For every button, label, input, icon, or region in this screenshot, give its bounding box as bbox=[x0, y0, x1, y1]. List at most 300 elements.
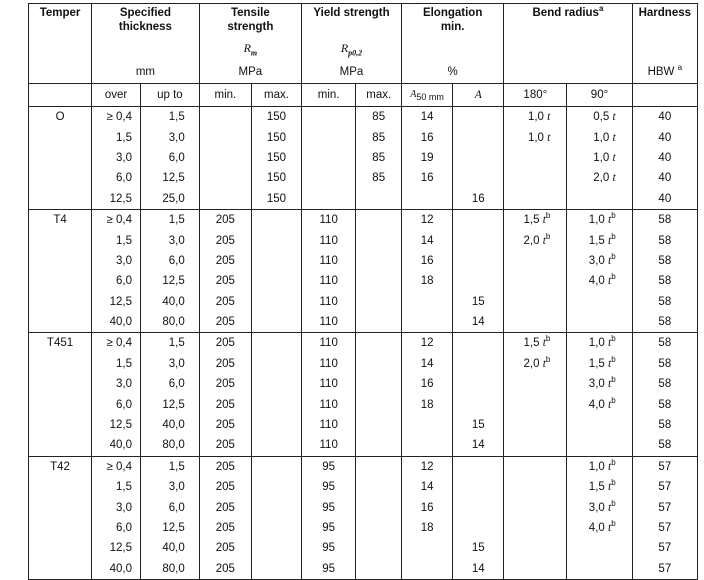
row-yield-max bbox=[356, 538, 402, 558]
row-temper bbox=[29, 271, 92, 291]
row-over: 3,0 bbox=[92, 148, 141, 168]
row-over: 6,0 bbox=[92, 168, 141, 188]
subheader-tensile-min: min. bbox=[199, 84, 251, 107]
row-bend-90 bbox=[567, 292, 632, 312]
row-up-to: 12,5 bbox=[141, 394, 200, 414]
row-bend-90: 1,0 $t^b$ bbox=[567, 333, 632, 354]
row-bend-180 bbox=[504, 538, 567, 558]
row-over: 12,5 bbox=[92, 415, 141, 435]
row-tensile-min bbox=[199, 189, 251, 210]
row-yield-min: 110 bbox=[301, 251, 355, 271]
row-over: 12,5 bbox=[92, 292, 141, 312]
row-tensile-max bbox=[251, 271, 301, 291]
row-bend-180 bbox=[504, 559, 567, 580]
row-elong-a bbox=[453, 394, 504, 414]
row-hardness: 58 bbox=[632, 251, 697, 271]
yield-symbol: $R_{p0,2}$ bbox=[301, 41, 401, 61]
table-row bbox=[29, 538, 698, 558]
row-bend-180 bbox=[504, 251, 567, 271]
row-up-to: 80,0 bbox=[141, 559, 200, 580]
row-tensile-min: 205 bbox=[199, 209, 251, 230]
row-over: 40,0 bbox=[92, 435, 141, 456]
tensile-symbol: $R_m$ bbox=[199, 41, 301, 61]
header-bend-radius bbox=[504, 4, 632, 42]
row-up-to: 6,0 bbox=[141, 497, 200, 517]
row-tensile-max bbox=[251, 497, 301, 517]
row-elong-a50 bbox=[402, 189, 453, 210]
row-up-to: 80,0 bbox=[141, 435, 200, 456]
row-yield-max: 85 bbox=[356, 168, 402, 188]
bend-radius-label: Bend radius bbox=[532, 7, 599, 19]
header-tensile: Tensile strength bbox=[199, 4, 301, 42]
row-bend-180: 1,5 $t^b$ bbox=[504, 333, 567, 354]
row-elong-a: 15 bbox=[453, 415, 504, 435]
unit-bend bbox=[504, 61, 632, 84]
row-elong-a50: 14 bbox=[402, 230, 453, 250]
row-up-to: 40,0 bbox=[141, 415, 200, 435]
row-tensile-max: 150 bbox=[251, 168, 301, 188]
row-yield-max bbox=[356, 497, 402, 517]
row-elong-a bbox=[453, 168, 504, 188]
row-tensile-min: 205 bbox=[199, 477, 251, 497]
row-yield-max bbox=[356, 559, 402, 580]
row-elong-a bbox=[453, 374, 504, 394]
row-tensile-min: 205 bbox=[199, 559, 251, 580]
header-hardness: Hardness bbox=[632, 4, 697, 42]
row-tensile-min: 205 bbox=[199, 333, 251, 354]
row-elong-a bbox=[453, 477, 504, 497]
row-yield-min: 95 bbox=[301, 477, 355, 497]
row-bend-90: 3,0 $t^b$ bbox=[567, 497, 632, 517]
row-elong-a: 14 bbox=[453, 559, 504, 580]
row-up-to: 1,5 bbox=[141, 333, 200, 354]
row-tensile-min: 205 bbox=[199, 518, 251, 538]
row-yield-min: 110 bbox=[301, 374, 355, 394]
row-tensile-min: 205 bbox=[199, 435, 251, 456]
row-elong-a bbox=[453, 107, 504, 128]
row-tensile-max bbox=[251, 333, 301, 354]
table-row bbox=[29, 559, 698, 580]
row-bend-90 bbox=[567, 415, 632, 435]
table-row bbox=[29, 456, 698, 477]
row-elong-a bbox=[453, 518, 504, 538]
row-over: 40,0 bbox=[92, 312, 141, 333]
row-elong-a bbox=[453, 456, 504, 477]
row-yield-max bbox=[356, 292, 402, 312]
row-tensile-max bbox=[251, 354, 301, 374]
row-elong-a50: 18 bbox=[402, 394, 453, 414]
row-tensile-max bbox=[251, 251, 301, 271]
row-temper bbox=[29, 415, 92, 435]
row-yield-max bbox=[356, 251, 402, 271]
row-bend-90 bbox=[567, 312, 632, 333]
row-bend-180 bbox=[504, 435, 567, 456]
row-temper bbox=[29, 354, 92, 374]
row-yield-max: 85 bbox=[356, 107, 402, 128]
row-temper bbox=[29, 189, 92, 210]
row-hardness: 58 bbox=[632, 292, 697, 312]
row-yield-min: 110 bbox=[301, 230, 355, 250]
row-over: 6,0 bbox=[92, 518, 141, 538]
row-elong-a bbox=[453, 127, 504, 147]
row-tensile-min: 205 bbox=[199, 271, 251, 291]
row-yield-min: 95 bbox=[301, 538, 355, 558]
row-tensile-min bbox=[199, 127, 251, 147]
row-yield-min: 95 bbox=[301, 518, 355, 538]
row-yield-max bbox=[356, 230, 402, 250]
row-elong-a50: 16 bbox=[402, 168, 453, 188]
row-up-to: 3,0 bbox=[141, 477, 200, 497]
unit-hardness: HBW $^a$ bbox=[632, 61, 697, 84]
row-up-to: 1,5 bbox=[141, 456, 200, 477]
row-elong-a50: 14 bbox=[402, 354, 453, 374]
row-hardness: 58 bbox=[632, 271, 697, 291]
row-elong-a bbox=[453, 251, 504, 271]
row-elong-a50: 12 bbox=[402, 456, 453, 477]
row-yield-min: 110 bbox=[301, 271, 355, 291]
row-tensile-max: 150 bbox=[251, 148, 301, 168]
table-row bbox=[29, 518, 698, 538]
row-over: 3,0 bbox=[92, 497, 141, 517]
row-tensile-max: 150 bbox=[251, 189, 301, 210]
row-temper bbox=[29, 230, 92, 250]
row-bend-90: 4,0 $t^b$ bbox=[567, 518, 632, 538]
row-elong-a50: 16 bbox=[402, 497, 453, 517]
subheader-up-to: up to bbox=[141, 84, 200, 107]
row-tensile-max bbox=[251, 209, 301, 230]
row-temper bbox=[29, 518, 92, 538]
row-bend-180: 1,5 $t^b$ bbox=[504, 209, 567, 230]
row-yield-min: 110 bbox=[301, 415, 355, 435]
table-row bbox=[29, 168, 698, 188]
row-bend-180 bbox=[504, 148, 567, 168]
row-over: 1,5 bbox=[92, 127, 141, 147]
row-elong-a50: 18 bbox=[402, 518, 453, 538]
row-yield-max bbox=[356, 333, 402, 354]
row-bend-180 bbox=[504, 374, 567, 394]
row-up-to: 40,0 bbox=[141, 538, 200, 558]
row-elong-a50: 18 bbox=[402, 271, 453, 291]
row-tensile-max bbox=[251, 292, 301, 312]
row-hardness: 58 bbox=[632, 333, 697, 354]
row-yield-max bbox=[356, 477, 402, 497]
row-up-to: 12,5 bbox=[141, 518, 200, 538]
row-yield-max: 85 bbox=[356, 148, 402, 168]
row-bend-180 bbox=[504, 271, 567, 291]
row-up-to: 1,5 bbox=[141, 209, 200, 230]
row-temper: T4 bbox=[29, 209, 92, 230]
row-tensile-max: 150 bbox=[251, 107, 301, 128]
row-hardness: 57 bbox=[632, 497, 697, 517]
row-tensile-min bbox=[199, 107, 251, 128]
row-bend-180 bbox=[504, 456, 567, 477]
row-elong-a: 15 bbox=[453, 538, 504, 558]
row-hardness: 40 bbox=[632, 107, 697, 128]
row-hardness: 58 bbox=[632, 230, 697, 250]
row-bend-180 bbox=[504, 292, 567, 312]
thickness-symbol-cell bbox=[92, 41, 200, 61]
row-over: 1,5 bbox=[92, 477, 141, 497]
row-bend-90: 3,0 $t^b$ bbox=[567, 251, 632, 271]
subheader-hardness-blank bbox=[632, 84, 697, 107]
row-temper bbox=[29, 538, 92, 558]
row-yield-max: 85 bbox=[356, 127, 402, 147]
row-bend-180: 2,0 $t^b$ bbox=[504, 354, 567, 374]
row-up-to: 25,0 bbox=[141, 189, 200, 210]
subheader-tensile-max: max. bbox=[251, 84, 301, 107]
row-over: 40,0 bbox=[92, 559, 141, 580]
row-tensile-min: 205 bbox=[199, 354, 251, 374]
row-temper bbox=[29, 251, 92, 271]
table-row bbox=[29, 374, 698, 394]
row-hardness: 57 bbox=[632, 538, 697, 558]
row-bend-90: 0,5 t bbox=[567, 107, 632, 128]
table-row bbox=[29, 127, 698, 147]
row-tensile-max bbox=[251, 518, 301, 538]
row-bend-180: 2,0 $t^b$ bbox=[504, 230, 567, 250]
subheader-a50: A50 mm bbox=[402, 84, 453, 107]
row-elong-a50 bbox=[402, 435, 453, 456]
table-row bbox=[29, 148, 698, 168]
table-body bbox=[29, 107, 698, 580]
row-up-to: 1,5 bbox=[141, 107, 200, 128]
row-over: ≥ 0,4 bbox=[92, 333, 141, 354]
row-over: 6,0 bbox=[92, 271, 141, 291]
table-row bbox=[29, 230, 698, 250]
row-elong-a bbox=[453, 230, 504, 250]
row-hardness: 57 bbox=[632, 477, 697, 497]
row-elong-a: 16 bbox=[453, 189, 504, 210]
row-bend-180 bbox=[504, 415, 567, 435]
table-row bbox=[29, 189, 698, 210]
subheader-temper-blank bbox=[29, 84, 92, 107]
row-elong-a bbox=[453, 333, 504, 354]
row-yield-max bbox=[356, 374, 402, 394]
row-elong-a50: 14 bbox=[402, 477, 453, 497]
row-bend-90: 3,0 $t^b$ bbox=[567, 374, 632, 394]
row-over: 12,5 bbox=[92, 189, 141, 210]
row-bend-180 bbox=[504, 497, 567, 517]
row-hardness: 58 bbox=[632, 354, 697, 374]
row-yield-min: 110 bbox=[301, 435, 355, 456]
row-bend-90: 1,5 $t^b$ bbox=[567, 354, 632, 374]
row-tensile-max bbox=[251, 559, 301, 580]
row-elong-a50: 14 bbox=[402, 107, 453, 128]
row-yield-min: 110 bbox=[301, 354, 355, 374]
row-yield-max bbox=[356, 271, 402, 291]
row-elong-a50 bbox=[402, 292, 453, 312]
row-yield-min bbox=[301, 148, 355, 168]
properties-table bbox=[28, 3, 698, 580]
row-tensile-min: 205 bbox=[199, 292, 251, 312]
row-elong-a: 14 bbox=[453, 435, 504, 456]
row-bend-90: 1,5 $t^b$ bbox=[567, 230, 632, 250]
row-yield-min: 110 bbox=[301, 292, 355, 312]
row-over: ≥ 0,4 bbox=[92, 209, 141, 230]
table-row bbox=[29, 435, 698, 456]
row-temper bbox=[29, 312, 92, 333]
row-elong-a50 bbox=[402, 415, 453, 435]
subheader-yield-max: max. bbox=[356, 84, 402, 107]
table-row bbox=[29, 292, 698, 312]
row-hardness: 57 bbox=[632, 518, 697, 538]
row-up-to: 40,0 bbox=[141, 292, 200, 312]
row-tensile-max bbox=[251, 538, 301, 558]
row-tensile-max bbox=[251, 415, 301, 435]
row-bend-90: 1,0 $t^b$ bbox=[567, 209, 632, 230]
row-up-to: 6,0 bbox=[141, 148, 200, 168]
table-row bbox=[29, 271, 698, 291]
unit-thickness: mm bbox=[92, 61, 200, 84]
row-hardness: 58 bbox=[632, 312, 697, 333]
row-elong-a bbox=[453, 354, 504, 374]
row-elong-a bbox=[453, 209, 504, 230]
row-yield-min: 95 bbox=[301, 559, 355, 580]
header-yield: Yield strength bbox=[301, 4, 401, 42]
header-elongation: Elongation min. bbox=[402, 4, 504, 42]
row-tensile-min: 205 bbox=[199, 230, 251, 250]
row-tensile-max bbox=[251, 230, 301, 250]
row-temper bbox=[29, 394, 92, 414]
row-yield-min: 95 bbox=[301, 456, 355, 477]
row-elong-a50: 16 bbox=[402, 374, 453, 394]
row-yield-min bbox=[301, 127, 355, 147]
row-tensile-max bbox=[251, 394, 301, 414]
table-row bbox=[29, 354, 698, 374]
row-hardness: 40 bbox=[632, 168, 697, 188]
unit-tensile: MPa bbox=[199, 61, 301, 84]
row-tensile-max bbox=[251, 435, 301, 456]
elongation-symbol-cell bbox=[402, 41, 504, 61]
row-up-to: 12,5 bbox=[141, 168, 200, 188]
bend-radius-footnote: a bbox=[598, 4, 604, 14]
row-yield-max bbox=[356, 189, 402, 210]
row-elong-a: 15 bbox=[453, 292, 504, 312]
row-tensile-min: 205 bbox=[199, 374, 251, 394]
row-tensile-max bbox=[251, 456, 301, 477]
row-temper: O bbox=[29, 107, 92, 128]
header-thickness: Specified thickness bbox=[92, 4, 200, 42]
row-bend-90: 1,5 $t^b$ bbox=[567, 477, 632, 497]
row-elong-a bbox=[453, 497, 504, 517]
row-bend-90 bbox=[567, 435, 632, 456]
row-up-to: 6,0 bbox=[141, 374, 200, 394]
row-over: 12,5 bbox=[92, 538, 141, 558]
row-yield-min: 110 bbox=[301, 333, 355, 354]
row-elong-a50: 12 bbox=[402, 333, 453, 354]
row-over: 1,5 bbox=[92, 230, 141, 250]
row-tensile-min: 205 bbox=[199, 415, 251, 435]
row-tensile-max bbox=[251, 312, 301, 333]
row-up-to: 3,0 bbox=[141, 127, 200, 147]
row-temper bbox=[29, 374, 92, 394]
row-elong-a50 bbox=[402, 559, 453, 580]
row-bend-180: 1,0 t bbox=[504, 107, 567, 128]
row-tensile-min: 205 bbox=[199, 312, 251, 333]
table-row bbox=[29, 497, 698, 517]
row-over: 3,0 bbox=[92, 251, 141, 271]
row-hardness: 57 bbox=[632, 559, 697, 580]
row-hardness: 58 bbox=[632, 435, 697, 456]
row-temper bbox=[29, 435, 92, 456]
row-bend-90: 4,0 $t^b$ bbox=[567, 394, 632, 414]
row-elong-a50 bbox=[402, 538, 453, 558]
row-yield-max bbox=[356, 518, 402, 538]
row-over: 3,0 bbox=[92, 374, 141, 394]
row-bend-90: 1,0 t bbox=[567, 148, 632, 168]
row-yield-max bbox=[356, 456, 402, 477]
row-hardness: 58 bbox=[632, 209, 697, 230]
row-tensile-min: 205 bbox=[199, 456, 251, 477]
table-row bbox=[29, 312, 698, 333]
row-elong-a50: 12 bbox=[402, 209, 453, 230]
row-bend-90: 4,0 $t^b$ bbox=[567, 271, 632, 291]
row-hardness: 58 bbox=[632, 394, 697, 414]
table-row bbox=[29, 251, 698, 271]
row-over: 6,0 bbox=[92, 394, 141, 414]
subheader-over: over bbox=[92, 84, 141, 107]
subheader-90: 90° bbox=[567, 84, 632, 107]
row-bend-180 bbox=[504, 312, 567, 333]
row-tensile-max bbox=[251, 374, 301, 394]
row-tensile-min bbox=[199, 168, 251, 188]
row-up-to: 80,0 bbox=[141, 312, 200, 333]
row-elong-a50: 16 bbox=[402, 251, 453, 271]
row-bend-180 bbox=[504, 477, 567, 497]
row-hardness: 40 bbox=[632, 127, 697, 147]
row-yield-max bbox=[356, 312, 402, 333]
unit-yield: MPa bbox=[301, 61, 401, 84]
row-temper: T451 bbox=[29, 333, 92, 354]
hardness-symbol-cell bbox=[632, 41, 697, 61]
row-up-to: 3,0 bbox=[141, 230, 200, 250]
row-yield-max bbox=[356, 415, 402, 435]
row-over: ≥ 0,4 bbox=[92, 107, 141, 128]
row-yield-min: 110 bbox=[301, 394, 355, 414]
row-temper bbox=[29, 168, 92, 188]
row-bend-90 bbox=[567, 189, 632, 210]
row-elong-a: 14 bbox=[453, 312, 504, 333]
row-yield-min bbox=[301, 107, 355, 128]
row-yield-min: 110 bbox=[301, 312, 355, 333]
row-tensile-min: 205 bbox=[199, 251, 251, 271]
row-tensile-max bbox=[251, 477, 301, 497]
row-bend-180 bbox=[504, 518, 567, 538]
table-row bbox=[29, 477, 698, 497]
table-row bbox=[29, 107, 698, 128]
row-hardness: 40 bbox=[632, 189, 697, 210]
row-yield-max bbox=[356, 354, 402, 374]
row-temper bbox=[29, 127, 92, 147]
row-hardness: 58 bbox=[632, 374, 697, 394]
subheader-a: A bbox=[453, 84, 504, 107]
row-up-to: 6,0 bbox=[141, 251, 200, 271]
row-hardness: 57 bbox=[632, 456, 697, 477]
row-bend-90: 1,0 t bbox=[567, 127, 632, 147]
row-elong-a50: 16 bbox=[402, 127, 453, 147]
table-row bbox=[29, 209, 698, 230]
row-elong-a bbox=[453, 148, 504, 168]
row-yield-min: 95 bbox=[301, 497, 355, 517]
row-bend-90: 1,0 $t^b$ bbox=[567, 456, 632, 477]
row-bend-180 bbox=[504, 168, 567, 188]
row-temper bbox=[29, 559, 92, 580]
subheader-180: 180° bbox=[504, 84, 567, 107]
row-bend-90: 2,0 t bbox=[567, 168, 632, 188]
table-row bbox=[29, 415, 698, 435]
row-temper bbox=[29, 477, 92, 497]
row-bend-180: 1,0 t bbox=[504, 127, 567, 147]
